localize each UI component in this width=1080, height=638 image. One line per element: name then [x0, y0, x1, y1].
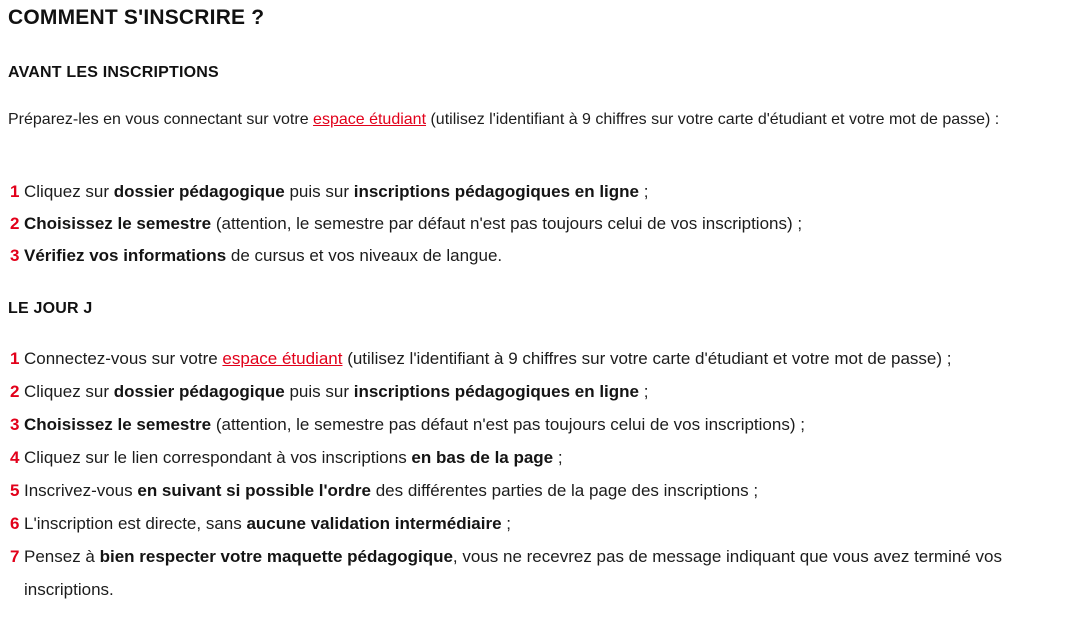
step-bold: Choisissez le semestre: [24, 214, 212, 233]
section-heading-avant: AVANT LES INSCRIPTIONS: [8, 64, 219, 81]
list-item: [10, 408, 1076, 441]
step-text: ;: [639, 182, 649, 201]
step-text: Connectez-vous sur votre: [24, 349, 223, 368]
intro-text-after: (utilisez l'identifiant à 9 chiffres sur votre carte d'étudiant et votre mot de passe) :: [426, 111, 1000, 128]
step-text: ;: [639, 382, 649, 401]
espace-etudiant-link[interactable]: espace étudiant: [313, 111, 427, 128]
step-text: Inscrivez-vous: [24, 481, 138, 500]
step-bold: Vérifiez vos informations: [24, 246, 227, 265]
step-bold: Choisissez le semestre: [24, 415, 212, 434]
step-bold: bien respecter votre maquette pédagogique: [99, 547, 453, 566]
list-item: [10, 240, 1076, 272]
step-text: ;: [553, 448, 563, 467]
list-item: [10, 342, 1076, 375]
step-number: 1: [10, 182, 20, 201]
step-text: Cliquez sur le lien correspondant à vos inscriptions: [24, 448, 412, 467]
step-text: des différentes parties de la page des inscriptions ;: [370, 481, 759, 500]
list-item: [10, 208, 1076, 240]
step-text: Cliquez sur: [24, 182, 114, 201]
step-text: ;: [501, 514, 511, 533]
list-item: [10, 507, 1076, 540]
step-text: (attention, le semestre par défaut n'est pas toujours celui de vos inscriptions) ;: [211, 214, 803, 233]
step-number: 7: [10, 547, 20, 566]
step-text: L'inscription est directe, sans: [24, 514, 247, 533]
step-number: 2: [10, 382, 20, 401]
step-text: puis sur: [284, 182, 354, 201]
list-item: [10, 540, 1076, 606]
step-text: de cursus et vos niveaux de langue.: [226, 246, 503, 265]
step-bold: aucune validation intermédiaire: [246, 514, 502, 533]
avant-steps-list: [10, 176, 1076, 272]
list-item: [10, 176, 1076, 208]
intro-paragraph: [8, 107, 1072, 133]
step-text: , vous ne recevrez pas de message indiquant que vous avez terminé vos inscriptions.: [24, 547, 1002, 599]
step-text: (attention, le semestre pas défaut n'est pas toujours celui de vos inscriptions) ;: [211, 415, 805, 434]
step-bold: dossier pédagogique: [113, 182, 285, 201]
intro-text-before: Préparez-les en vous connectant sur votre: [8, 111, 314, 128]
step-number: 2: [10, 214, 20, 233]
espace-etudiant-link[interactable]: espace étudiant: [222, 349, 343, 368]
step-bold: en bas de la page: [411, 448, 554, 467]
step-bold: inscriptions pédagogiques en ligne: [353, 182, 639, 201]
step-number: 6: [10, 514, 20, 533]
step-number: 5: [10, 481, 20, 500]
step-text: (utilisez l'identifiant à 9 chiffres sur votre carte d'étudiant et votre mot de passe) ;: [342, 349, 952, 368]
step-text: puis sur: [284, 382, 354, 401]
list-item: [10, 375, 1076, 408]
jour-steps-list: [10, 342, 1076, 606]
list-item: [10, 441, 1076, 474]
step-number: 4: [10, 448, 20, 467]
step-bold: inscriptions pédagogiques en ligne: [353, 382, 639, 401]
page-title: COMMENT S'INSCRIRE ?: [8, 6, 265, 29]
step-text: Pensez à: [24, 547, 100, 566]
step-bold: dossier pédagogique: [113, 382, 285, 401]
step-number: 3: [10, 246, 20, 265]
step-number: 3: [10, 415, 20, 434]
step-bold: en suivant si possible l'ordre: [137, 481, 371, 500]
list-item: [10, 474, 1076, 507]
step-number: 1: [10, 349, 20, 368]
step-text: Cliquez sur: [24, 382, 114, 401]
section-heading-jour: LE JOUR J: [8, 300, 93, 317]
